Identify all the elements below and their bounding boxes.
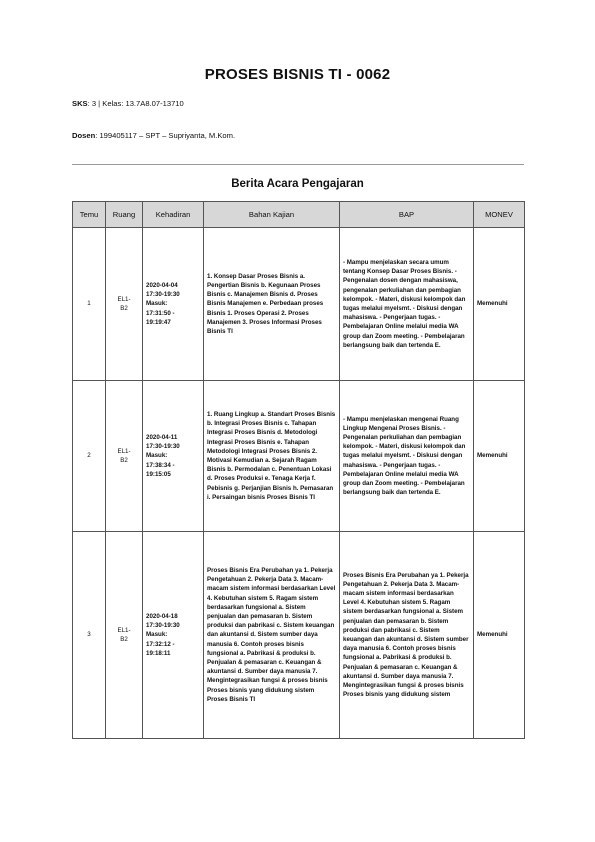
table-row: [73, 532, 525, 739]
cell-ruang: EL1- B2: [106, 532, 143, 739]
cell-temu: 3: [73, 532, 106, 739]
cell-ruang: EL1- B2: [106, 228, 143, 381]
cell-kehadiran: 2020-04-04 17:30-19:30 Masuk: 17:31:50 - 19:19:47: [143, 228, 204, 381]
cell-bahan-kajian: Proses Bisnis Era Perubahan ya 1. Pekerja Pengetahuan 2. Pekerja Data 3. Macam-macam sistem informasi berdasarkan Level 4. Kebutuhan sistem 5. Ragam sistem berdasarkan fungsional a. Sistem penjualan dan pemasaran b. Sistem produksi dan pabrikasi c. Sistem keuangan dan akuntansi d. Sistem sumber daya manusia 6. Contoh proses bisnis fungsional a. Pabrikasi & produksi b. Penjualan & pemasaran c. Keuangan & akuntansi d. Sumber daya manusia 7. Mengintegrasikan fungsi & proses bisnis Proses bisnis yang didukung sistem Proses Bisnis TI: [204, 532, 340, 739]
cell-temu: 2: [73, 381, 106, 532]
cell-temu: 1: [73, 228, 106, 381]
dosen-value: : 199405117 – SPT – Supriyanta, M.Kom.: [95, 131, 236, 140]
cell-monev: Memenuhi: [474, 228, 525, 381]
cell-bap: - Mampu menjelaskan secara umum tentang Konsep Dasar Proses Bisnis. - Pengenalan dosen dengan mahasiswa, pengenalan perkuliahan dan pembagian kelompok. - Materi, diskusi kelompok dan tugas melalui myelsmt. - Diskusi dengan mahasiswa. - Pengerjaan tugas. - Pembelajaran Online melalui media WA group dan Zoom meeting. - Pembelajaran berlangsung baik dan tertenda E.: [340, 228, 474, 381]
divider: [72, 164, 524, 165]
dosen-label: Dosen: [72, 131, 96, 140]
page-title: PROSES BISNIS TI - 0062: [204, 66, 391, 83]
sks-label: SKS: [72, 99, 88, 108]
header-kehadiran: Kehadiran: [143, 202, 204, 228]
teaching-report-table: [72, 201, 525, 739]
sks-value: : 3 | Kelas: 13.7A8.07-13710: [87, 99, 184, 108]
cell-bahan-kajian: 1. Ruang Lingkup a. Standart Proses Bisnis b. Integrasi Proses Bisnis c. Tahapan Integrasi Proses Bisnis d. Metodologi Integrasi Proses Bisnis e. Tahapan Metodologi Integrasi Proses Bisnis 2. Motivasi Kemudian a. Sejarah Ragam Bisnis b. Permodalan c. Penentuan Lokasi d. Proses Produksi e. Tenaga Kerja f. Pebisnis g. Perjanjian Bisnis h. Pemasaran i. Persaingan bisnis Proses Bisnis TI: [204, 381, 340, 532]
cell-kehadiran: 2020-04-18 17:30-19:30 Masuk: 17:32:12 - 19:18:11: [143, 532, 204, 739]
table-row: [73, 228, 525, 381]
sks-class-info: [72, 99, 184, 108]
header-temu: Temu: [73, 202, 106, 228]
lecturer-info: [72, 131, 235, 140]
cell-bap: Proses Bisnis Era Perubahan ya 1. Pekerja Pengetahuan 2. Pekerja Data 3. Macam-macam sistem informasi berdasarkan Level 4. Kebutuhan sistem 5. Ragam sistem berdasarkan fungsional a. Sistem penjualan dan pemasaran b. Sistem produksi dan pabrikasi c. Sistem keuangan dan akuntansi d. Sistem sumber daya manusia 6. Contoh proses bisnis fungsional a. Pabrikasi & produksi b. Penjualan & pemasaran c. Keuangan & akuntansi d. Sumber daya manusia 7. Mengintegrasikan fungsi & proses bisnis Proses bisnis yang didukung sistem: [340, 532, 474, 739]
header-bahan-kajian: Bahan Kajian: [204, 202, 340, 228]
cell-kehadiran: 2020-04-11 17:30-19:30 Masuk: 17:38:34 - 19:15:05: [143, 381, 204, 532]
cell-monev: Memenuhi: [474, 532, 525, 739]
table-header-row: [73, 202, 525, 228]
cell-bahan-kajian: 1. Konsep Dasar Proses Bisnis a. Pengertian Bisnis b. Kegunaan Proses Bisnis c. Manajemen Bisnis d. Proses Bisnis Manajemen e. Perbedaan proses Bisnis 1. Proses Operasi 2. Proses Manajemen 3. Proses Informasi Proses Bisnis TI: [204, 228, 340, 381]
cell-ruang: EL1- B2: [106, 381, 143, 532]
header-bap: BAP: [340, 202, 474, 228]
table-row: [73, 381, 525, 532]
section-title: Berita Acara Pengajaran: [231, 178, 364, 190]
cell-bap: - Mampu menjelaskan mengenai Ruang Lingkup Mengenai Proses Bisnis. - Pengenalan perkuliahan dan pembagian kelompok. - Materi, diskusi kelompok dan tugas melalui myelsmt. - Diskusi dengan mahasiswa. - Pengerjaan tugas. - Pembelajaran Online melalui media WA group dan Zoom meeting. - Pembelajaran berlangsung baik dan tertenda E.: [340, 381, 474, 532]
header-monev: MONEV: [474, 202, 525, 228]
header-ruang: Ruang: [106, 202, 143, 228]
cell-monev: Memenuhi: [474, 381, 525, 532]
